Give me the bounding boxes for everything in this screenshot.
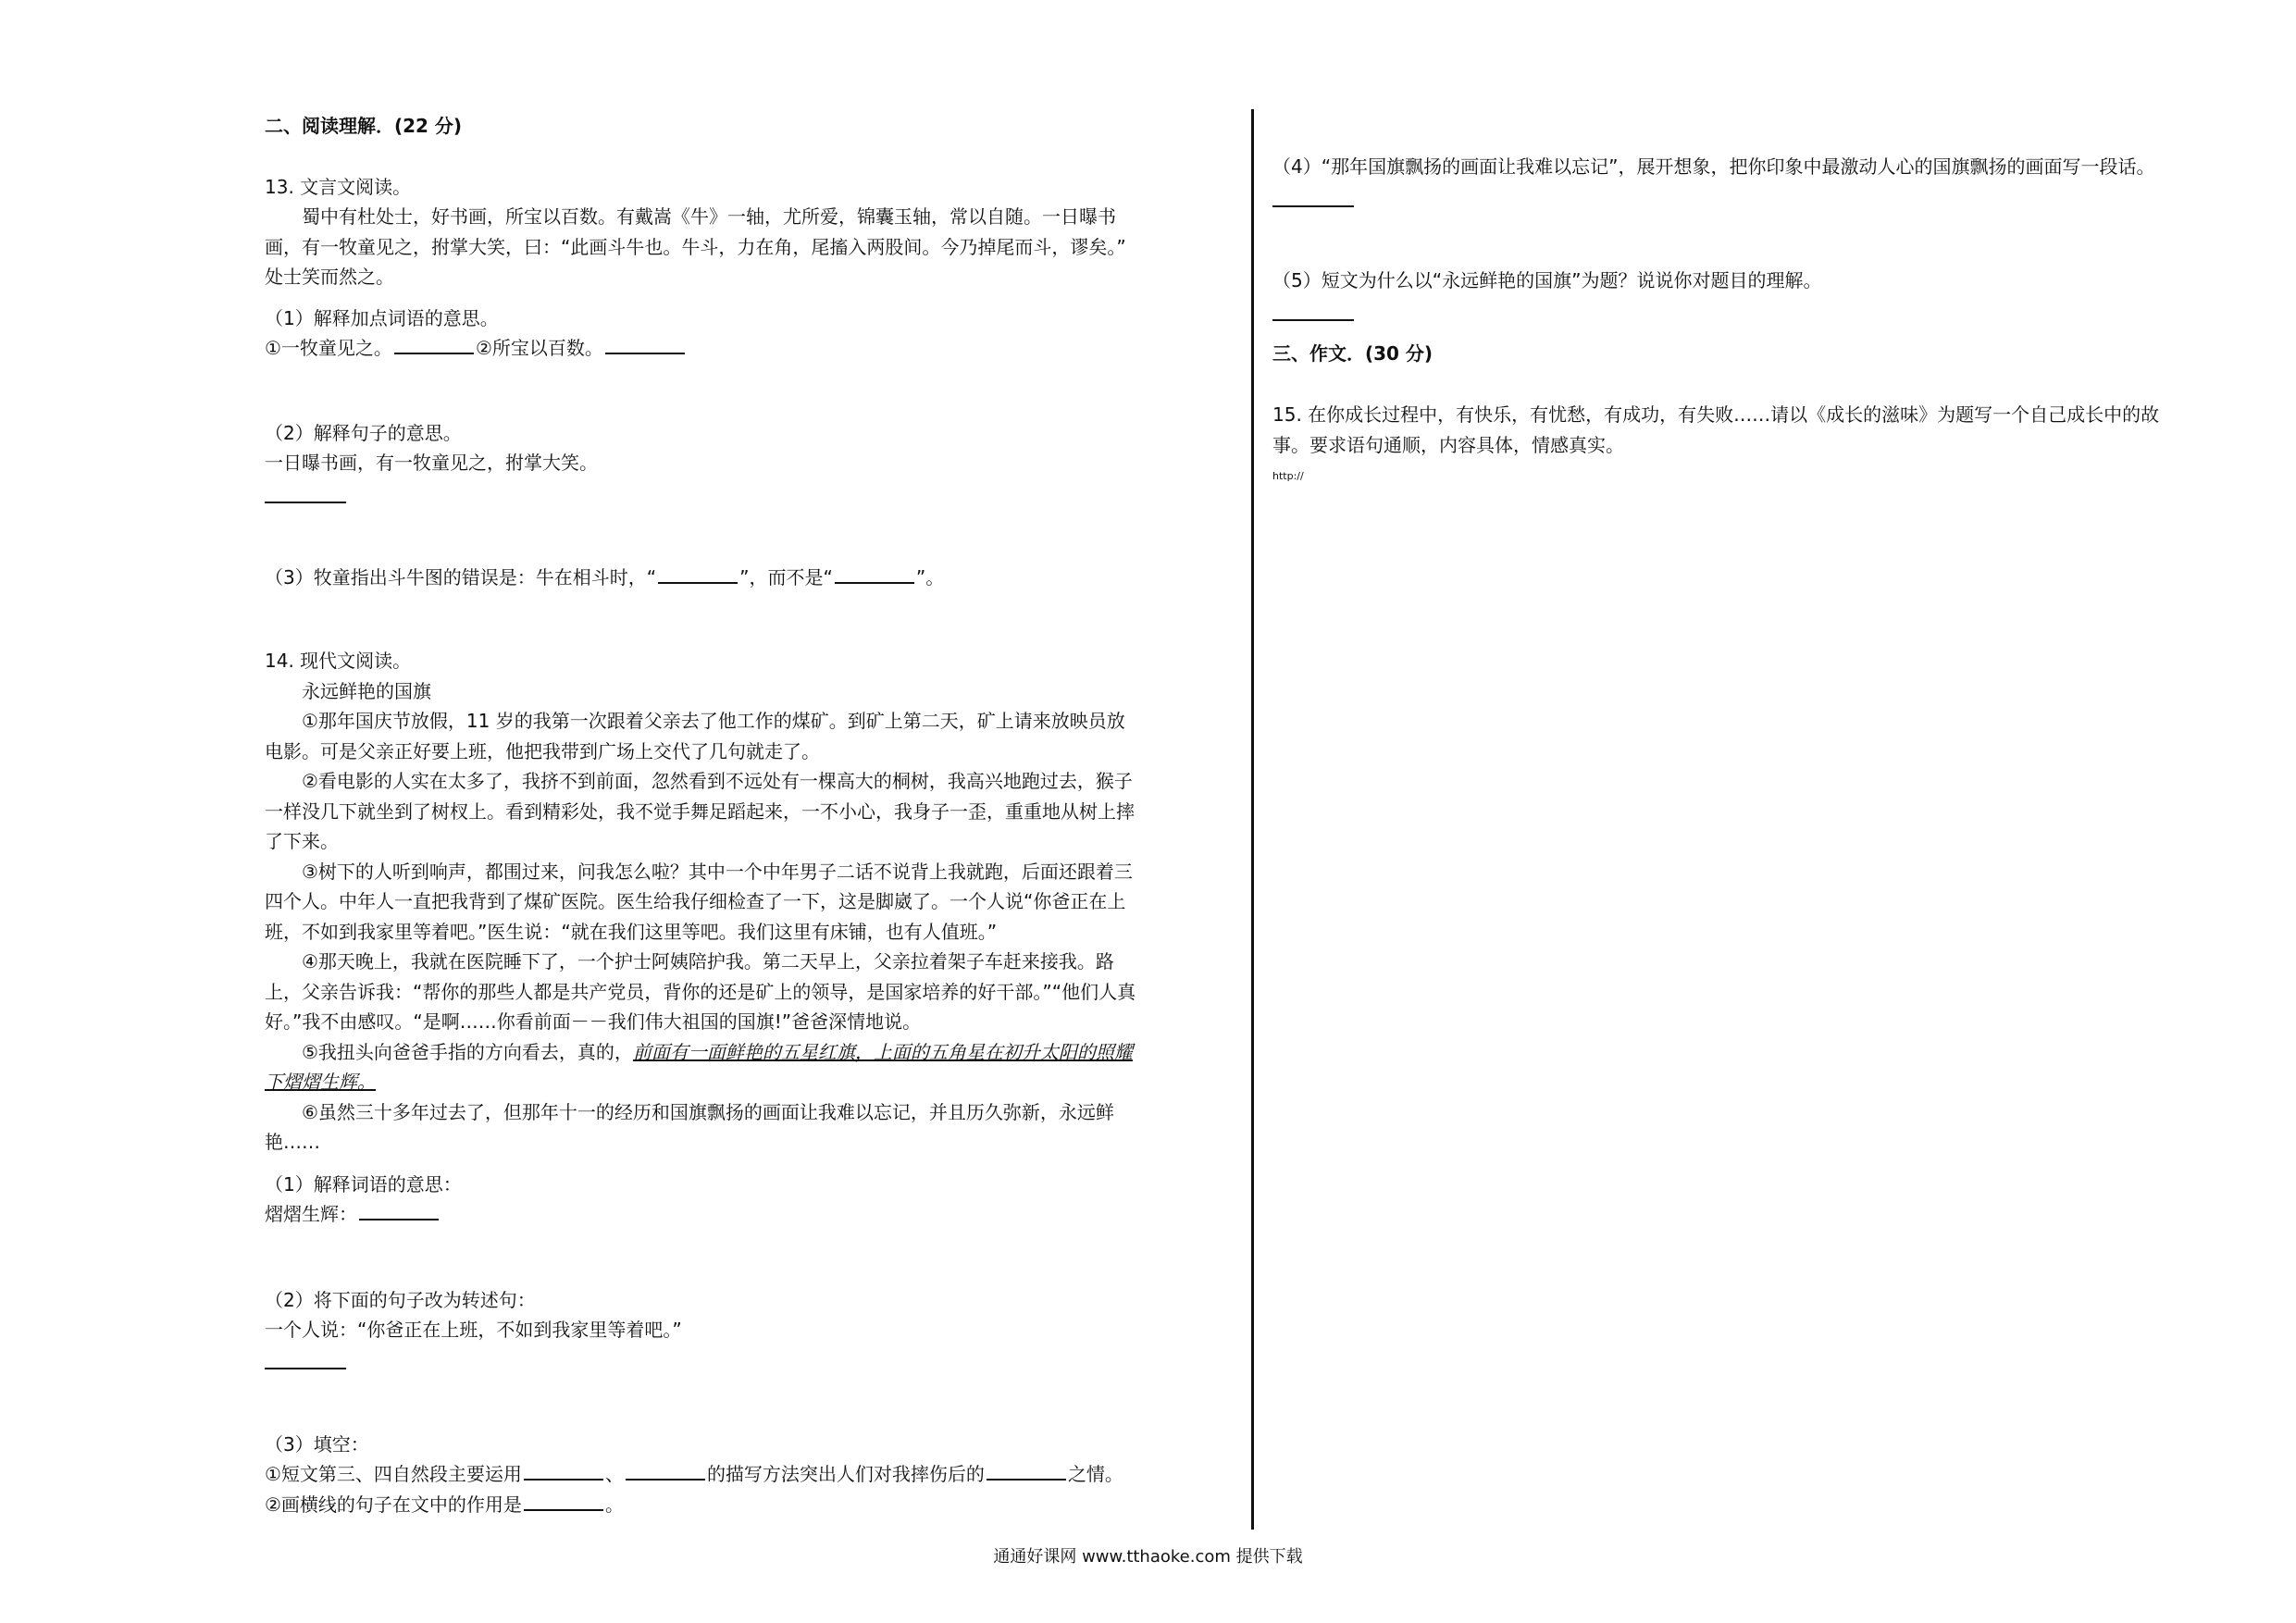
answer-blank[interactable] [605,334,685,354]
q14-sub3-text: 、 [604,1463,624,1485]
q14-sub1-title: （1）解释词语的意思： [265,1173,462,1196]
q14-paragraph-line: 艳…… [265,1131,320,1153]
q14-sub2-sentence: 一个人说：“你爸正在上班，不如到我家里等着吧。” [265,1319,682,1341]
q14-paragraph-line: ②看电影的人实在太多了，我挤不到前面，忽然看到不远处有一棵高大的桐树，我高兴地跑过去，猴子 [302,770,1133,792]
answer-blank[interactable] [394,334,474,354]
q15-line: 事。要求语句通顺，内容具体，情感真实。 [1272,434,1624,456]
q14-paragraph-line: 好。”我不由感叹。“是啊……你看前面－－我们伟大祖国的国旗!”爸爸深情地说。 [265,1010,922,1033]
answer-line[interactable] [1272,317,1354,321]
answer-blank[interactable] [835,564,914,584]
answer-blank[interactable] [524,1491,603,1511]
q13-title: 13. 文言文阅读。 [265,176,412,198]
q13-sub2-sentence: 一日曝书画，有一牧童见之，拊掌大笑。 [265,452,598,474]
underlined-sentence: 下熠熠生辉。 [265,1071,376,1093]
section2-heading: 二、阅读理解．(22 分) [265,115,463,137]
underlined-sentence: 前面有一面鲜艳的五星红旗，上面的五角星在初升太阳的照耀 [632,1041,1133,1063]
column-divider [1251,109,1254,1530]
q14-paragraph5-line [265,1037,1133,1068]
q14-sub4: （4）“那年国旗飘扬的画面让我难以忘记”，展开想象，把你印象中最激动人心的国旗飘扬的画面写一段话。 [1272,155,2155,178]
answer-blank[interactable] [626,1460,705,1481]
q14-paragraph-line: ①那年国庆节放假，11 岁的我第一次跟着父亲去了他工作的煤矿。到矿上第二天，矿上请来放映员放 [302,710,1125,732]
page-footer: 通通好课网 www.tthaoke.com 提供下载 [993,1547,1303,1567]
q13-sub2-title: （2）解释句子的意思。 [265,422,462,444]
q14-sub5: （5）短文为什么以“永远鲜艳的国旗”为题？说说你对题目的理解。 [1272,269,1822,291]
q14-paragraph-line: 四个人。中年人一直把我背到了煤矿医院。医生给我仔细检查了一下，这是脚崴了。一个人说“你爸正在上 [265,890,1126,912]
q14-sub3-text: 的描写方法突出人们对我摔伤后的 [706,1463,985,1485]
q14-sub2-title: （2）将下面的句子改为转述句： [265,1289,536,1311]
q13-passage-line: 蜀中有杜处士，好书画，所宝以百数。有戴嵩《牛》一轴，尤所爱，锦囊玉轴，常以自随。一日曝书 [302,205,1116,228]
q14-paragraph-line: ④那天晚上，我就在医院睡下了，一个护士阿姨陪护我。第二天早上，父亲拉着架子车赶来接我。路 [302,950,1114,973]
q14-sub3-text: ①短文第三、四自然段主要运用 [265,1463,522,1485]
answer-blank[interactable] [987,1460,1066,1481]
q13-sub3-text: （3）牧童指出斗牛图的错误是：牛在相斗时，“ [265,566,657,588]
q14-sub3-text: 。 [604,1493,624,1516]
q14-paragraph-line: ③树下的人听到响声，都围过来，问我怎么啦？其中一个中年男子二话不说背上我就跑，后面还跟着三 [302,861,1133,883]
q14-paragraph-line: ⑥虽然三十多年过去了，但那年十一的经历和国旗飘扬的画面让我难以忘记，并且历久弥新，永远鲜 [302,1101,1114,1123]
q14-sub3-title: （3）填空： [265,1433,369,1456]
q13-passage-line: 处士笑而然之。 [265,266,394,288]
answer-blank[interactable] [524,1460,603,1481]
q14-paragraph5-line [265,1067,376,1097]
q14-paragraph-line: 上，父亲告诉我：“帮你的那些人都是共产党员，背你的还是矿上的领导，是国家培养的好干部。”“他们人真 [265,981,1136,1003]
q13-sub1-b: ②所宝以百数。 [475,337,603,359]
q14-sub3-line-b [265,1490,624,1520]
q13-sub3-line [265,563,944,593]
q13-sub1-title: （1）解释加点词语的意思。 [265,307,499,329]
q14-title: 14. 现代文阅读。 [265,650,412,672]
q14-p5-lead: ⑤我扭头向爸爸手指的方向看去，真的， [302,1041,633,1063]
q14-paragraph-line: 了下来。 [265,830,339,852]
q13-passage-line: 画，有一牧童见之，拊掌大笑，曰：“此画斗牛也。牛斗，力在角，尾搐入两股间。今乃掉尾而斗，谬矣。” [265,236,1126,258]
q13-sub3-text: ”，而不是“ [739,566,833,588]
q14-paragraph-line: 电影。可是父亲正好要上班，他把我带到广场上交代了几句就走了。 [265,740,820,762]
q14-article-title: 永远鲜艳的国旗 [302,680,431,702]
q15-line: 15. 在你成长过程中，有快乐，有忧愁，有成功，有失败……请以《成长的滋味》为题写一个自己成长中的故 [1272,403,2160,426]
q14-sub1-line [265,1199,441,1230]
answer-blank[interactable] [359,1200,439,1220]
q14-sub1-word: 熠熠生辉： [265,1203,357,1225]
answer-line[interactable] [1272,204,1354,207]
q14-sub3-text: ②画横线的句子在文中的作用是 [265,1493,522,1516]
answer-line[interactable] [265,500,346,503]
small-text: http:// [1272,470,1304,482]
answer-line[interactable] [265,1366,346,1369]
q14-paragraph-line: 一样没几下就坐到了树杈上。看到精彩处，我不觉手舞足蹈起来，一不小心，我身子一歪，重重地从树上摔 [265,800,1135,823]
section3-heading: 三、作文．(30 分) [1272,342,1433,365]
q13-sub3-text: ”。 [915,566,945,588]
q13-sub1-line [265,333,687,364]
q13-sub1-a: ①一牧童见之。 [265,337,392,359]
q14-sub3-text: 之情。 [1067,1463,1123,1485]
q14-paragraph-line: 班，不如到我家里等着吧。”医生说：“就在我们这里等吧。我们这里有床铺，也有人值班。” [265,921,998,943]
answer-blank[interactable] [658,564,738,584]
q14-sub3-line-a [265,1459,1123,1490]
